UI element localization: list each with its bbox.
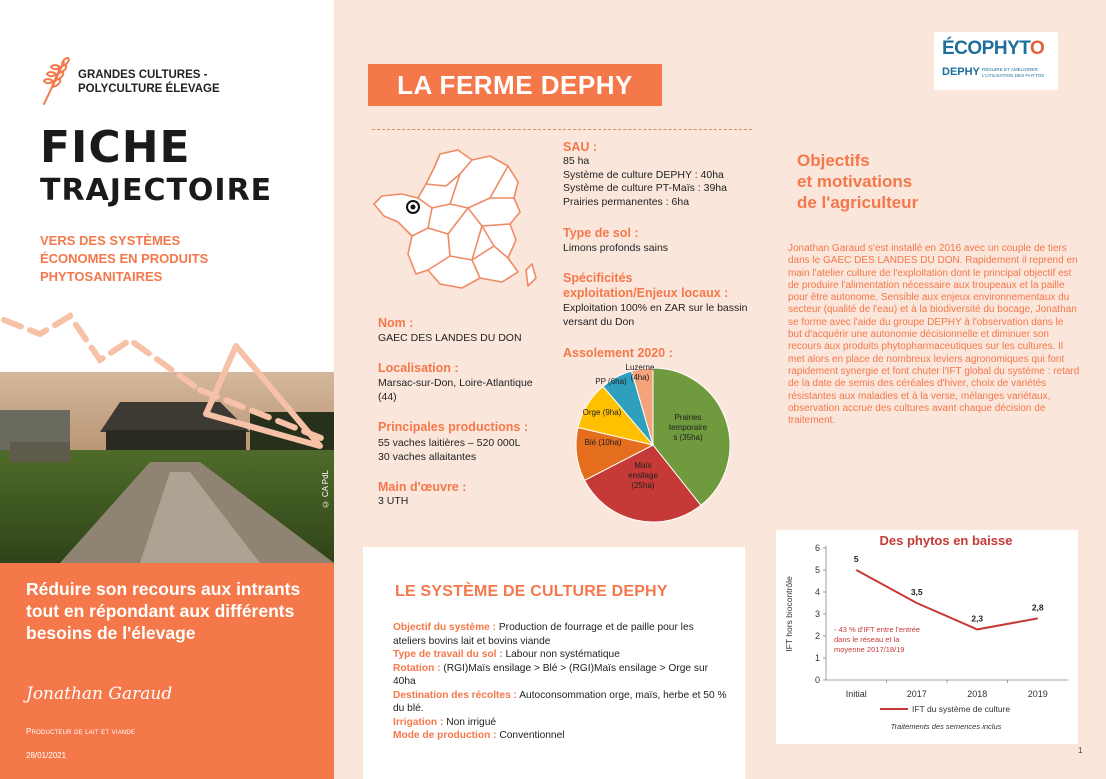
assolement-label: Assolement 2020 : [563,346,673,360]
data-label: 3,5 [910,587,923,597]
fiche-subtitle: TRAJECTOIRE [40,173,273,208]
ferme-title: LA FERME DEPHY [368,64,662,106]
systeme-value: (RGI)Maïs ensilage > Blé > (RGI)Maïs ensilage > Orge sur 40ha [393,662,709,687]
specificites-line: versant du Don [563,315,635,328]
series-line [856,570,1038,629]
nom-value: GAEC DES LANDES DU DON [378,332,522,344]
specificites-value [563,302,747,329]
data-label: 2,3 [971,613,984,624]
x-tick-label: Initial [845,689,867,699]
left-panel [0,0,334,779]
systeme-key: Destination des récoltes : [393,689,517,701]
decorative-arrows [0,300,334,470]
systeme-title: LE SYSTÈME DE CULTURE DEPHY [395,583,668,600]
category-line: POLYCULTURE ÉLEVAGE [78,83,220,95]
data-label: 5 [853,554,859,564]
localisation-line: Marsac-sur-Don, Loire-Atlantique [378,377,533,389]
y-tick-label: 3 [814,609,820,619]
specificites-label [563,271,728,301]
sau-line: Prairies permanentes : 6ha [563,195,690,208]
objectives-title-line: et motivations [797,172,913,191]
systeme-mode [393,729,729,743]
objectives-title-line: de l'agriculteur [797,193,919,212]
chart-note: Traitements des semences inclus [890,722,1002,731]
systeme-value: Conventionnel [496,730,565,741]
specificites-line: Exploitation 100% en ZAR sur le bassin [563,302,748,314]
systeme-card [363,547,745,779]
logo-dephy: DEPHY [942,66,980,78]
systeme-body [393,621,729,743]
chart-title: Des phytos en baisse [879,533,1013,548]
chart-annotation: - 43 % d'IFT entre l'entrée dans le réseau et la moyenne 2017/18/19 [834,625,921,654]
objectives-title [797,150,918,213]
logo-tagline: RÉDUIRE ET AMÉLIORER L'UTILISATION DES PHYTOS [982,67,1045,78]
main-oeuvre-value: 3 UTH [378,495,409,507]
sau-label: SAU : [563,140,598,154]
legend-label: IFT du système de culture [912,704,1011,714]
objectives-title-line: Objectifs [797,151,870,170]
ift-line-chart [776,530,1078,744]
systeme-irrigation [393,716,729,730]
productions-label: Principales productions : [378,420,529,434]
wheat-icon [38,56,72,106]
systeme-value: Labour non systématique [502,649,620,660]
sau-value [563,155,727,209]
y-axis-label: IFT hors biocontrôle [784,576,794,652]
y-tick-label: 6 [814,543,820,553]
fiche-title: FICHE [40,122,191,173]
publication-date: 28/01/2021 [26,751,67,760]
y-tick-label: 2 [814,631,820,641]
objectives-paragraph: Jonathan Garaud s'est installé en 2016 avec un couple de tiers dans le GAEC DES LANDES DU DON. Rapidement il reprend en main l'atelier culture de l'exploitation dont le principal objectif est de produire l'alimentation nécessaire aux troupeaux et la paille pour être autonome. Sensible aux enjeux environnementaux du secteur (qualité de l'eau) et à la biodiversité du bocage, Jonathan se forme avec l'aide du groupe DEPHY à l'observation dans le but d'acquérir une autonomie décisionnelle et diminuer son recours aux produits phytopharmaceutiques sur les cultures. Il met alors en place de nombreux leviers agronomiques qui font rapidement synergie et font chuter l'IFT global du système : retard de la date de semis des céréales d'hiver, choix de variétés résistantes aux maladies et à la verse, mélanges variétaux, observation accrue des cultures avant chaque décision de traitement. [788,243,1080,427]
productions-line: 30 vaches allaitantes [378,450,477,463]
systeme-destination [393,689,729,716]
systeme-value: Non irrigué [443,716,497,728]
farmer-signature: Jonathan Garaud [26,684,173,704]
assolement-pie-chart [568,360,738,530]
systeme-travail [393,648,729,662]
sau-line: Système de culture PT-Maïs : 39ha [563,182,727,194]
systeme-objectif [393,621,729,648]
pie-slice-label: PP (6ha) [595,377,627,386]
tagline-line: ÉCONOMES EN PRODUITS [40,251,209,266]
data-label: 2,8 [1031,602,1044,613]
photo-credit: © CA PdL [321,470,330,509]
systeme-key: Type de travail du sol : [393,649,503,660]
tagline-line: PHYTOSANITAIRES [40,269,163,284]
category-line: GRANDES CULTURES - [78,69,208,81]
headline: Réduire son recours aux intrants tout en répondant aux différents besoins de l'élevage [26,579,301,643]
chart-card [776,530,1078,744]
systeme-value: Production de fourrage et de paille pour les ateliers bovins lait et bovins viande [393,622,694,647]
sol-label: Type de sol : [563,226,639,240]
pie-slice-label: Prairies temporaire s (35ha) [668,413,708,442]
tagline [40,232,300,286]
productions-line: 55 vaches laitières – 520 000L [378,437,521,449]
localisation-value [378,377,533,404]
localisation-line: (44) [378,390,397,403]
sol-value: Limons profonds sains [563,242,669,254]
section-divider [372,129,752,130]
systeme-key: Objectif du système : [393,622,497,633]
tagline-line: VERS DES SYSTÈMES [40,233,181,248]
pie-slice-label: Orge (9ha) [582,408,622,417]
systeme-value: Autoconsommation orge, maïs, herbe et 50 % du blé. [393,689,727,714]
y-tick-label: 0 [814,675,820,685]
systeme-rotation [393,662,729,689]
systeme-key: Mode de production : [393,730,497,741]
specificites-label-line: exploitation/Enjeux locaux : [563,286,729,300]
ecophyto-logo [934,32,1058,90]
y-tick-label: 5 [814,565,820,575]
pie-slice-label: Luzerne (4ha) [625,363,655,382]
localisation-label: Localisation : [378,361,459,375]
pie-slice-label: Maïs ensilage (25ha) [628,461,658,490]
y-tick-label: 4 [814,587,820,597]
category-label [78,68,278,96]
france-map [368,146,552,296]
systeme-key: Irrigation : [393,716,444,728]
x-tick-label: 2017 [906,689,927,699]
specificites-label-line: Spécificités [563,271,633,285]
logo-wordmark: ÉCOPHYTO [942,38,1045,59]
sau-line: Système de culture DEPHY : 40ha [563,168,724,181]
producer-label: Producteur de lait et viande [26,727,136,736]
page-number: 1 [1078,746,1083,755]
x-tick-label: 2018 [967,689,988,699]
nom-label: Nom : [378,316,414,330]
productions-value [378,437,520,464]
sau-line: 85 ha [563,155,590,167]
y-tick-label: 1 [814,653,820,663]
x-tick-label: 2019 [1027,689,1048,699]
systeme-key: Rotation : [393,662,441,674]
pie-slice-label: Blé (10ha) [584,438,622,447]
main-oeuvre-label: Main d'œuvre : [378,480,467,494]
